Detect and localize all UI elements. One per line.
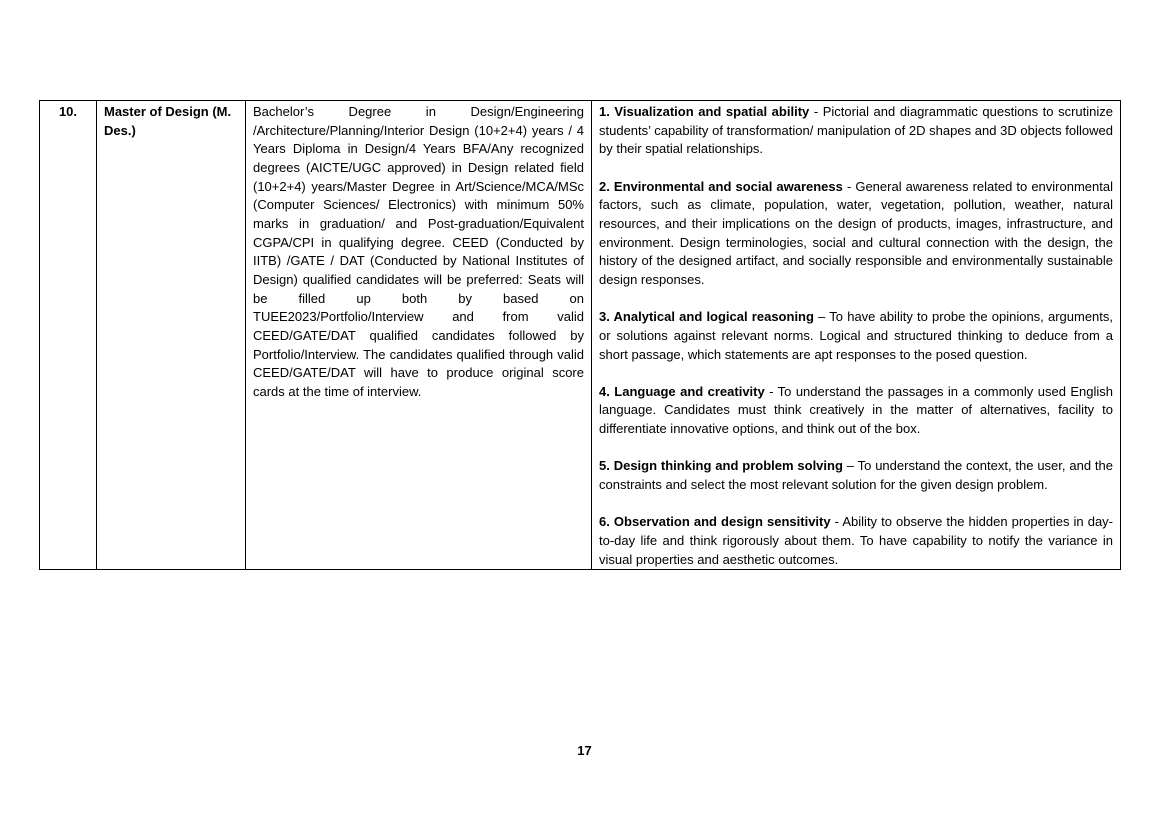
- section-heading: 5. Design thinking and problem solving: [599, 458, 843, 474]
- section-text: - Ability to observe the hidden properties in day-to-day life and think rigorously about them. To have capability to notify the variance in visual properties and aesthetic outcomes.: [599, 514, 1114, 567]
- syllabus-section: [599, 308, 1113, 364]
- syllabus-cell: [592, 101, 1121, 570]
- syllabus-section: [599, 383, 1113, 439]
- section-text: - General awareness related to environmental factors, such as climate, population, water, vegetation, pollution, weather, natural resources, and their implications on the design of products, images, infrastructure, and environment. Design terminologies, social and cultural connection with the design, the history of the designed artifact, and socially responsible and environmentally sustainable design responses.: [599, 178, 1113, 287]
- section-text: - Pictorial and diagrammatic questions to scrutinize students’ capability of transformation/ manipulation of 2D shapes and 3D objects followed by their spatial relationships.: [599, 104, 1113, 157]
- section-heading: 2. Environmental and social awareness: [599, 178, 843, 194]
- programme-table: [39, 100, 1121, 570]
- section-heading: 6. Observation and design sensitivity: [599, 514, 831, 530]
- section-heading: 1. Visualization and spatial ability: [599, 104, 810, 119]
- eligibility-text: Bachelor’s Degree in Design/Engineering /Architecture/Planning/Interior Design (10+2+4) years / 4 Years Diploma in Design/4 Years BFA/Any recognized degrees (AICTE/UGC approved) in Design related field (10+2+4) years/Master Degree in Art/Science/MCA/MSc (Computer Sciences/ Electronics) with minimum 50% marks in graduation/ and Post-graduation/Equivalent CGPA/CPI in qualifying degree. CEED (Conducted by IITB) /GATE / DAT (Conducted by National Institutes of Design) qualified candidates will be preferred: Seats will be filled up both by based on TUEE2023/Portfolio/Interview and from valid CEED/GATE/DAT qualified candidates followed by Portfolio/Interview. The candidates qualified through valid CEED/GATE/DAT will have to produce original score cards at the time of interview.: [246, 101, 592, 570]
- syllabus-section: [599, 513, 1113, 569]
- page-number: 17: [577, 743, 592, 758]
- syllabus-section: [599, 178, 1113, 290]
- section-text: - To understand the passages in a commonly used English language. Candidates must think creatively in the matter of alternatives, facility to differentiate innovative options, and think out of the box.: [599, 383, 1113, 437]
- syllabus-section: [599, 457, 1113, 494]
- section-heading: 4. Language and creativity: [599, 383, 765, 399]
- table-row: [40, 101, 1121, 570]
- section-text: – To have ability to probe the opinions, arguments, or solutions against relevant norms. Logical and structured thinking to deduce from a short passage, which statements are apt responses to the posed question.: [599, 309, 1113, 362]
- serial-number: 10.: [40, 101, 97, 570]
- section-text: – To understand the context, the user, and the constraints and select the most relevant solution for the given design problem.: [599, 458, 1113, 493]
- section-heading: 3. Analytical and logical reasoning: [599, 309, 814, 325]
- syllabus-section: [599, 103, 1113, 159]
- programme-name: Master of Design (M. Des.): [97, 101, 246, 570]
